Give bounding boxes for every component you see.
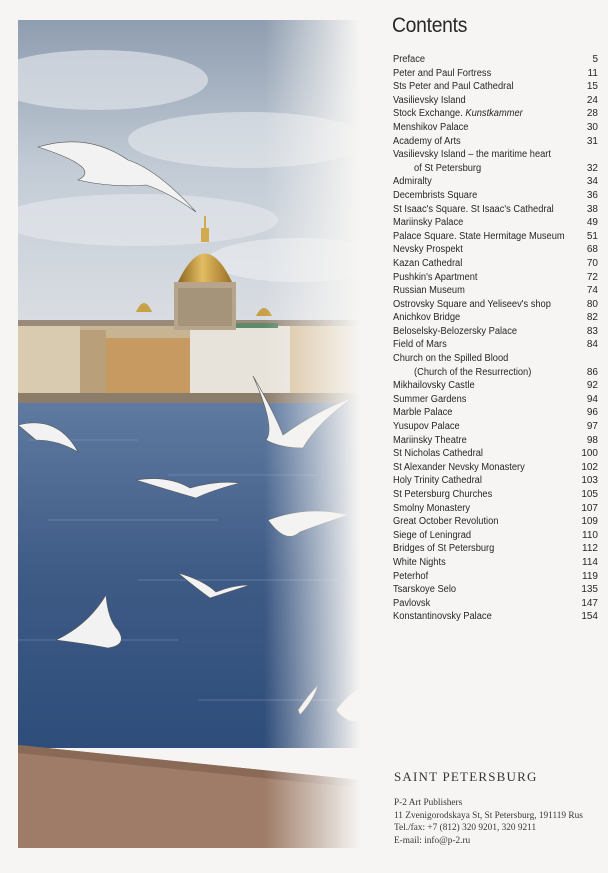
cover-photo bbox=[18, 20, 360, 848]
toc-entry-page: 28 bbox=[586, 108, 598, 120]
toc-entry[interactable] bbox=[393, 338, 598, 352]
toc-entry-page: 92 bbox=[586, 380, 598, 392]
toc-entry-page: 68 bbox=[586, 244, 598, 256]
toc-entry-title: St Petersburg Churches bbox=[393, 489, 493, 500]
toc-entry-page: 102 bbox=[581, 461, 598, 473]
toc-entry-title: Yusupov Palace bbox=[393, 421, 460, 433]
toc-entry-page: 11 bbox=[587, 67, 598, 79]
toc-entry-page: 147 bbox=[581, 597, 598, 609]
toc-entry[interactable] bbox=[393, 461, 598, 475]
toc-entry-title: Bridges of St Petersburg bbox=[393, 543, 495, 555]
toc-entry-page: 110 bbox=[582, 529, 598, 541]
toc-entry[interactable] bbox=[393, 434, 598, 448]
toc-entry-page: 80 bbox=[586, 298, 598, 310]
toc-entry-page: 30 bbox=[586, 121, 598, 133]
toc-entry[interactable] bbox=[393, 515, 598, 529]
toc-entry[interactable] bbox=[393, 271, 598, 285]
toc-entry-title: St Isaac's Square. St Isaac's Cathedral bbox=[393, 203, 554, 215]
toc-entry-title: Preface bbox=[393, 54, 426, 65]
toc-entry[interactable] bbox=[393, 352, 598, 366]
toc-entry-title: Menshikov Palace bbox=[393, 121, 469, 133]
toc-entry-title: Mikhailovsky Castle bbox=[393, 380, 475, 392]
toc-entry[interactable] bbox=[393, 203, 598, 217]
toc-entry-title: Pavlovsk bbox=[393, 597, 431, 609]
toc-entry[interactable] bbox=[393, 583, 598, 597]
toc-entry-title: Peterhof bbox=[393, 570, 429, 582]
toc-entry-page: 119 bbox=[582, 570, 598, 582]
toc-entry-page: 109 bbox=[581, 516, 598, 528]
toc-entry-title: Beloselsky-Belozersky Palace bbox=[393, 325, 518, 337]
toc-entry-page: 5 bbox=[592, 54, 598, 65]
contents-title: Contents bbox=[392, 14, 468, 37]
toc-entry-title: Field of Mars bbox=[393, 339, 447, 351]
toc-entry-title: Russian Museum bbox=[393, 285, 465, 297]
toc-entry[interactable] bbox=[393, 148, 598, 162]
table-of-contents bbox=[393, 53, 598, 624]
toc-entry[interactable] bbox=[393, 230, 598, 244]
toc-entry[interactable] bbox=[393, 597, 598, 611]
toc-entry-title: Great October Revolution bbox=[393, 516, 499, 528]
toc-entry[interactable] bbox=[393, 257, 598, 271]
toc-entry-page: 32 bbox=[586, 162, 598, 174]
toc-entry[interactable] bbox=[393, 447, 598, 461]
toc-entry-title: Sts Peter and Paul Cathedral bbox=[393, 81, 514, 93]
toc-entry-title: Kazan Cathedral bbox=[393, 257, 463, 269]
toc-entry[interactable] bbox=[393, 298, 598, 312]
toc-entry-title: Mariinsky Palace bbox=[393, 217, 464, 229]
toc-entry-page: 72 bbox=[586, 271, 598, 283]
toc-entry-page: 84 bbox=[586, 339, 598, 351]
toc-entry-page: 94 bbox=[586, 393, 598, 405]
toc-entry-page: 103 bbox=[581, 475, 598, 487]
publisher-name: P-2 Art Publishers bbox=[394, 798, 463, 808]
toc-entry-page: 49 bbox=[586, 217, 598, 229]
toc-entry-page: 135 bbox=[581, 584, 598, 596]
toc-entry[interactable] bbox=[393, 556, 598, 570]
toc-entry[interactable] bbox=[393, 542, 598, 556]
toc-entry[interactable] bbox=[393, 420, 598, 434]
toc-entry-title: Vasilievsky Island – the maritime heart bbox=[393, 149, 551, 161]
toc-entry[interactable] bbox=[393, 529, 598, 543]
toc-entry[interactable] bbox=[393, 474, 598, 488]
toc-entry[interactable] bbox=[393, 53, 598, 67]
toc-entry-title: Summer Gardens bbox=[393, 393, 467, 405]
toc-entry-page: 112 bbox=[582, 543, 598, 555]
toc-entry-title: Vasilievsky Island bbox=[393, 94, 466, 106]
toc-entry-page: 74 bbox=[586, 285, 598, 297]
toc-entry[interactable] bbox=[393, 216, 598, 230]
toc-entry-title: Decembrists Square bbox=[393, 189, 478, 201]
toc-entry-page: 154 bbox=[581, 611, 598, 623]
toc-entry[interactable] bbox=[393, 175, 598, 189]
toc-entry-title: Stock Exchange. Kunstkammer bbox=[393, 108, 523, 120]
toc-entry-title: Admiralty bbox=[393, 176, 432, 188]
publisher-block bbox=[394, 797, 583, 847]
toc-entry-title: Peter and Paul Fortress bbox=[393, 67, 492, 79]
toc-entry[interactable] bbox=[393, 502, 598, 516]
toc-entry[interactable] bbox=[393, 189, 598, 203]
toc-entry[interactable] bbox=[393, 67, 598, 81]
toc-entry-title: St Alexander Nevsky Monastery bbox=[393, 461, 525, 473]
toc-entry-page: 86 bbox=[586, 366, 598, 378]
toc-entry-title: Anichkov Bridge bbox=[393, 312, 461, 324]
toc-entry-page: 15 bbox=[586, 81, 598, 93]
toc-entry[interactable] bbox=[393, 107, 598, 121]
toc-entry-page: 70 bbox=[586, 257, 598, 269]
toc-entry-page: 97 bbox=[586, 421, 598, 433]
toc-entry-page: 100 bbox=[581, 448, 598, 460]
toc-entry[interactable] bbox=[393, 325, 598, 339]
toc-entry-title: Smolny Monastery bbox=[393, 502, 471, 514]
toc-entry-title: Academy of Arts bbox=[393, 135, 461, 147]
toc-entry-page: 38 bbox=[586, 203, 598, 215]
toc-entry[interactable] bbox=[393, 610, 598, 624]
toc-entry[interactable] bbox=[393, 135, 598, 149]
toc-entry-title: Nevsky Prospekt bbox=[393, 244, 463, 256]
toc-entry[interactable] bbox=[393, 406, 598, 420]
toc-entry[interactable] bbox=[393, 243, 598, 257]
toc-entry[interactable] bbox=[393, 80, 598, 94]
toc-entry-title: Pushkin's Apartment bbox=[393, 271, 478, 283]
toc-entry[interactable] bbox=[393, 121, 598, 135]
toc-entry-page: 107 bbox=[581, 502, 598, 514]
toc-entry[interactable] bbox=[393, 393, 598, 407]
toc-entry-page: 82 bbox=[586, 312, 598, 324]
toc-entry[interactable] bbox=[393, 94, 598, 108]
toc-entry-title: Mariinsky Theatre bbox=[393, 434, 467, 446]
publisher-phone: Tel./fax: +7 (812) 320 9201, 320 9211 bbox=[394, 823, 537, 833]
toc-entry[interactable] bbox=[393, 570, 598, 584]
toc-entry-title: Ostrovsky Square and Yeliseev's shop bbox=[393, 298, 551, 310]
toc-entry-page: 96 bbox=[586, 407, 598, 419]
toc-entry[interactable] bbox=[393, 366, 598, 380]
toc-entry[interactable] bbox=[393, 162, 598, 176]
publisher-address: 11 Zvenigorodskaya St, St Petersburg, 191119 Rus bbox=[394, 810, 583, 821]
toc-entry-title: Marble Palace bbox=[393, 407, 453, 419]
toc-entry[interactable] bbox=[393, 311, 598, 325]
toc-entry-title: White Nights bbox=[393, 556, 446, 568]
publisher-email: E-mail: info@p-2.ru bbox=[394, 835, 471, 846]
toc-entry[interactable] bbox=[393, 488, 598, 502]
toc-entry-title: Tsarskoye Selo bbox=[393, 584, 457, 596]
toc-entry-page: 36 bbox=[586, 189, 598, 201]
toc-entry-page: 105 bbox=[581, 489, 598, 500]
toc-entry-page: 98 bbox=[586, 434, 598, 446]
toc-entry-title: Palace Square. State Hermitage Museum bbox=[393, 230, 565, 242]
toc-entry-page: 24 bbox=[586, 94, 598, 106]
toc-entry-title: of St Petersburg bbox=[414, 162, 482, 174]
toc-entry-title: Konstantinovsky Palace bbox=[393, 611, 492, 623]
brand-title: SAINT PETERSBURG bbox=[394, 769, 538, 784]
toc-entry-page: 31 bbox=[586, 135, 598, 147]
toc-entry-page: 83 bbox=[586, 325, 598, 337]
toc-entry-title: Siege of Leningrad bbox=[393, 529, 472, 541]
toc-entry-page: 51 bbox=[586, 230, 598, 242]
toc-entry-page: 34 bbox=[586, 176, 598, 188]
toc-entry-title: St Nicholas Cathedral bbox=[393, 448, 483, 460]
toc-entry-title: Holy Trinity Cathedral bbox=[393, 475, 482, 487]
toc-entry-page: 114 bbox=[582, 556, 598, 568]
toc-entry[interactable] bbox=[393, 284, 598, 298]
toc-entry-title: (Church of the Resurrection) bbox=[414, 366, 532, 378]
toc-entry-title: Church on the Spilled Blood bbox=[393, 353, 509, 365]
toc-entry[interactable] bbox=[393, 379, 598, 393]
